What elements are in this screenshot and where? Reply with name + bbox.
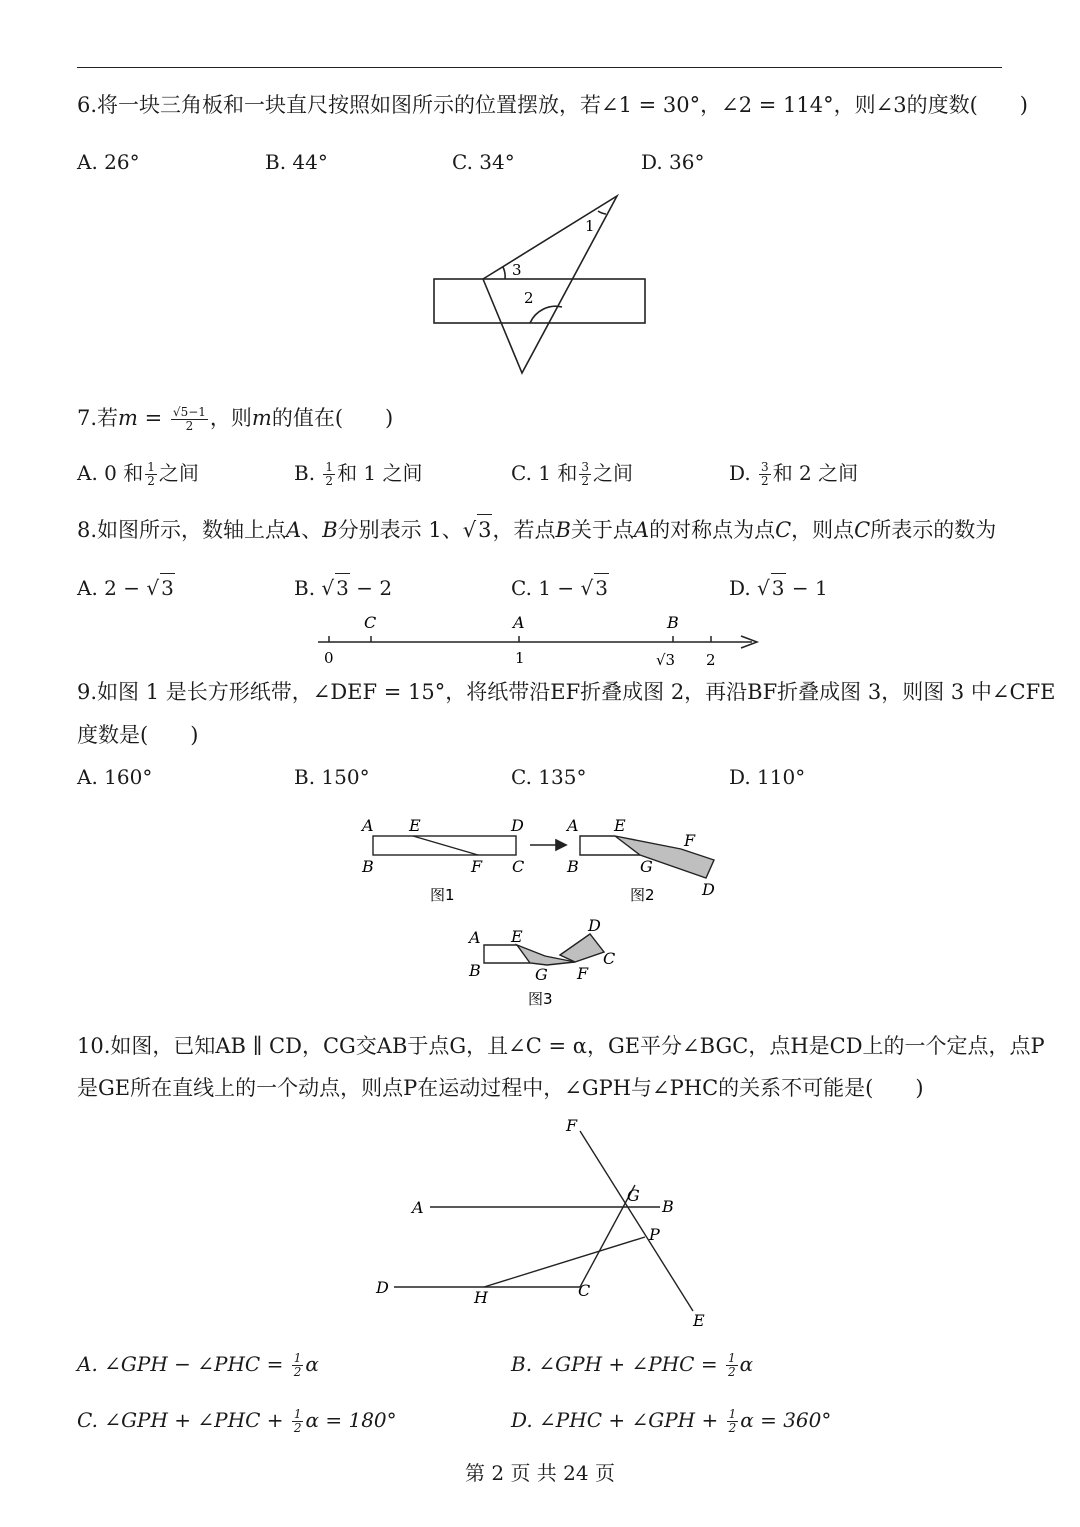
q10-b-alpha: α <box>739 1352 754 1376</box>
fig1-label-f: F <box>471 857 483 876</box>
q8-stem-c: ，若点 <box>492 518 556 542</box>
fig2-caption: 图2 <box>630 886 655 904</box>
q8-d-post: − 1 <box>785 576 828 600</box>
q10-a-alpha: α <box>305 1352 319 1376</box>
q8-c-pre: C. 1 − <box>511 576 581 600</box>
point-a-label: A <box>513 613 525 632</box>
q10-a-den: 2 <box>293 1365 302 1379</box>
fig1-caption: 图1 <box>430 886 455 904</box>
q10-stem-line2: 是GE所在直线上的一个动点，则点P在运动过程中，∠GPH与∠PHC的关系不可能是( ) <box>77 1076 924 1100</box>
q7-var-m2: m <box>251 406 272 430</box>
q10-c-pre: C. ∠GPH + ∠PHC + <box>77 1408 290 1432</box>
q8-var-a2: A <box>633 518 650 542</box>
q10-c-num: 1 <box>293 1407 302 1421</box>
q10-option-c <box>77 1406 397 1435</box>
q6-option-a: A. 26° <box>77 150 140 174</box>
q7-var-m: m <box>118 406 138 430</box>
q6-option-b: B. 44° <box>265 150 328 174</box>
label-b: B <box>662 1197 674 1216</box>
q7-c-prefix: C. 1 和 <box>511 461 578 485</box>
tick-label-sqrt3: √3 <box>656 651 676 669</box>
q10-d-frac <box>727 1408 739 1435</box>
q9-option-b: B. 150° <box>294 765 370 789</box>
fig1-label-b: B <box>362 857 374 876</box>
label-p: P <box>649 1225 660 1244</box>
tick-label-2: 2 <box>706 651 716 669</box>
q10-d-post: α = 360° <box>740 1408 832 1432</box>
q9-option-c: C. 135° <box>511 765 587 789</box>
label-g: G <box>627 1186 640 1205</box>
fig3-label-a: A <box>469 928 481 947</box>
q8-option-b: B. √ 3 − 2 <box>294 573 392 602</box>
q7-stem-prefix: 7.若 <box>77 406 119 430</box>
label-c: C <box>578 1281 591 1300</box>
q8-a-pre: A. 2 − <box>77 576 147 600</box>
q7-b-num: 1 <box>325 460 334 474</box>
q10-c-post: α = 180° <box>305 1408 397 1432</box>
q10-b-den: 2 <box>727 1365 736 1379</box>
angle1-label: 1 <box>585 217 595 235</box>
q10-b-pre: B. ∠GPH + ∠PHC = <box>511 1352 724 1376</box>
q7-c-den: 2 <box>581 474 590 488</box>
q8-sep: 、 <box>301 518 323 542</box>
q8-var-a: A <box>286 518 302 542</box>
q9-stem-line1: 9.如图 1 是长方形纸带，∠DEF = 15°，将纸带沿EF折叠成图 2，再沿BF折叠成图 3，则图 3 中∠CFE <box>77 680 1056 704</box>
q8-stem-a: 8.如图所示，数轴上点 <box>77 518 287 542</box>
fig2-label-a: A <box>567 816 579 835</box>
fig1-label-c: C <box>512 857 525 876</box>
fig1-label-a: A <box>362 816 374 835</box>
fig2-label-d: D <box>702 880 715 899</box>
q7-b-suffix: 和 1 之间 <box>337 461 423 485</box>
q8-b-post: − 2 <box>349 576 393 600</box>
q7-c-num: 3 <box>581 460 590 474</box>
q7-a-suffix: 之间 <box>158 461 199 485</box>
q8-stem-f: ，则点 <box>791 518 855 542</box>
q10-d-pre: D. ∠PHC + ∠GPH + <box>511 1408 725 1432</box>
line-fe <box>580 1131 693 1311</box>
q8-a-rad: 3 <box>160 573 175 602</box>
tick-label-0: 0 <box>324 649 334 667</box>
q8-sqrt3: 3 <box>477 514 492 545</box>
fig3-label-c: C <box>603 949 616 968</box>
q7-stem-suffix: 的值在( ) <box>271 406 394 430</box>
q8-option-c: C. 1 − √ 3 <box>511 573 609 602</box>
q9-option-a: A. 160° <box>77 765 153 789</box>
q8-var-c2: C <box>854 518 871 542</box>
fig1-label-e: E <box>409 816 421 835</box>
q7-a-den: 2 <box>147 474 155 488</box>
q10-b-frac <box>726 1352 738 1379</box>
q10-option-a <box>77 1350 319 1379</box>
tick-label-1: 1 <box>515 649 525 667</box>
q10-a-pre: A. ∠GPH − ∠PHC = <box>77 1352 290 1376</box>
q7-c-suffix: 之间 <box>593 461 634 485</box>
label-d: D <box>376 1278 389 1297</box>
q10-d-den: 2 <box>728 1421 737 1435</box>
q10-a-num: 1 <box>293 1351 302 1365</box>
q7-equals: = <box>137 406 169 430</box>
q7-a-prefix: A. 0 和 <box>77 461 144 485</box>
fig2-label-e: E <box>614 816 626 835</box>
q7-b-den: 2 <box>325 474 334 488</box>
q8-stem-e: 的对称点为点 <box>649 518 776 542</box>
fig3-label-b: B <box>469 961 481 980</box>
line-hp <box>484 1237 645 1287</box>
q10-stem-line1: 10.如图，已知AB ∥ CD，CG交AB于点G，且∠C = α，GE平分∠BGC，点H是CD上的一个定点，点P <box>77 1034 1045 1058</box>
angle2-label: 2 <box>524 289 534 307</box>
q7-frac-num: √5−1 <box>172 405 206 419</box>
page-footer: 第 2 页 共 24 页 <box>465 1461 615 1485</box>
q7-d-num: 3 <box>761 460 769 474</box>
q8-option-a: A. 2 − √ 3 <box>77 573 175 602</box>
q7-frac-den: 2 <box>185 419 194 433</box>
q10-d-num: 1 <box>728 1407 737 1421</box>
q8-var-b2: B <box>555 518 571 542</box>
q7-stem-mid: ，则 <box>209 406 252 430</box>
q6-option-c: C. 34° <box>452 150 515 174</box>
q8-d-rad: 3 <box>771 573 786 602</box>
q8-d-pre: D. <box>729 576 758 600</box>
q8-stem-d: 关于点 <box>570 518 634 542</box>
fig2-label-b: B <box>567 857 579 876</box>
fig3-label-d: D <box>588 916 601 935</box>
fig1-label-d: D <box>511 816 524 835</box>
fig2-label-f: F <box>684 831 696 850</box>
q8-stem: 8.如图所示，数轴上点A、B分别表示 1、√3，若点B关于点A的对称点为点C，则点C所表示的数为 <box>77 514 996 545</box>
point-c-label: C <box>364 613 377 632</box>
q10-option-b <box>511 1350 753 1379</box>
q8-var-c: C <box>775 518 792 542</box>
label-e: E <box>693 1311 705 1330</box>
label-f: F <box>566 1116 578 1135</box>
fig3-caption: 图3 <box>528 990 553 1008</box>
q10-b-num: 1 <box>727 1351 736 1365</box>
q7-b-letter: B. <box>294 461 322 485</box>
q7-d-suffix: 和 2 之间 <box>772 461 859 485</box>
q6-stem: 6.将一块三角板和一块直尺按照如图所示的位置摆放，若∠1 = 30°，∠2 = 114°，则∠3的度数( ) <box>77 93 1028 117</box>
q6-option-d: D. 36° <box>641 150 705 174</box>
fig2-label-g: G <box>640 857 653 876</box>
q10-c-frac <box>292 1408 304 1435</box>
q10-c-den: 2 <box>293 1421 302 1435</box>
q8-b-rad: 3 <box>335 573 350 602</box>
q8-stem-g: 所表示的数为 <box>870 518 997 542</box>
fig3-label-g: G <box>535 965 548 984</box>
q8-c-rad: 3 <box>594 573 609 602</box>
q7-d-den: 2 <box>761 474 769 488</box>
point-b-label: B <box>667 613 679 632</box>
q8-stem-b: 分别表示 1、 <box>337 518 463 542</box>
label-h: H <box>474 1288 488 1307</box>
q7-d-prefix: D. <box>729 461 758 485</box>
q8-var-b: B <box>322 518 338 542</box>
q10-option-d <box>511 1406 831 1435</box>
q9-stem-line2: 度数是( ) <box>77 723 199 747</box>
angle3-label: 3 <box>512 261 522 279</box>
q9-option-d: D. 110° <box>729 765 806 789</box>
label-a: A <box>412 1198 424 1217</box>
q8-b-pre: B. <box>294 576 322 600</box>
fig3-label-f: F <box>577 964 589 983</box>
q10-a-frac <box>292 1352 304 1379</box>
fig3-label-e: E <box>511 927 523 946</box>
q8-option-d: D. √ 3 − 1 <box>729 573 828 602</box>
q7-a-num: 1 <box>147 460 155 474</box>
